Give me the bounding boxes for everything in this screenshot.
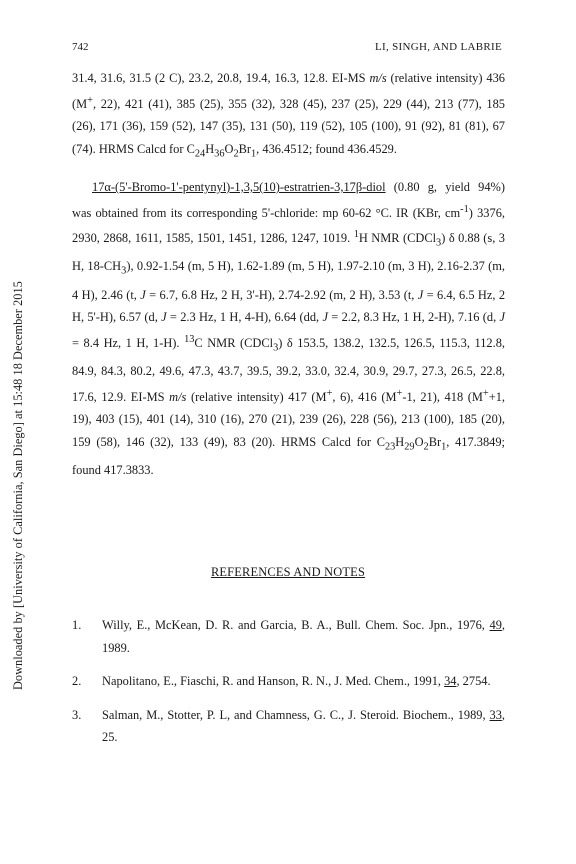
reference-volume: 49 [489, 618, 502, 632]
compound-name: 17α-(5'-Bromo-1'-pentynyl)-1,3,5(10)-estratrien-3,17β-diol [92, 179, 386, 194]
reference-number: 3. [72, 707, 82, 722]
reference-item: 1. Willy, E., McKean, D. R. and Garcia, B. A., Bull. Chem. Soc. Jpn., 1976, 49, 1989. [72, 614, 505, 659]
reference-volume: 34 [444, 674, 457, 689]
compound-paragraph: 17α-(5'-Bromo-1'-pentynyl)-1,3,5(10)-estratrien-3,17β-diol (0.80 g, yield 94%) was obtained from its corresponding 5'-chloride: mp 60-62 °C. IR (KBr, $cm^{-1}$) 3376, 2930, 2868, 1611, 1585, 1501, 1451, 1286, 1247, 1019. $^1$H NMR (CDCl$_3$) δ 0.88 (s, 3 H, $18-CH_3$), 0.92-1.54 (m, 5 H), 1.62-1.89 (m, 5 H), 1.97-2.10 (m, 3 H), 2.16-2.37 (m, 4 H), 2.46 (t, J = 6.7, 6.8 Hz, 2 H, 3'-H), 2.74-2.92 (m, 2 H), 3.53 (t, J = 6.4, 6.5 Hz, 2 H, 5'-H), 6.57 (d, J = 2.3 Hz, 1 H, 4-H), 6.64 (dd, J = 2.2, 8.3 Hz, 1 H, 2-H), 7.16 (d, J = 8.4 Hz, 1 H, 1-H). $^{13}$C NMR (CDCl$_3$) δ 153.5, 138.2, 132.5, 126.5, 115.3, 112.8, 84.9, 84.3, 80.2, 49.6, 47.3, 43.7, 39.5, 39.2, 33.0, 32.4, 30.9, 29.7, 27.3, 26.5, 22.8, 17.6, 12.9. EI-MS m/s (relative intensity) 417 (M+, 6), 416 (M+-1, 21), 418 (M++1, 19), 403 (15), 401 (14), 310 (16), 270 (21), 239 (26), 228 (56), 213 (100), 185 (20), 159 (58), 146 (32), 133 (49), 83 (20). HRMS Calcd for $C_{23}H_{29}O_2Br_1$, 417.3849; found 417.3833. [72, 179, 506, 477]
references-list [72, 614, 505, 760]
references-heading: REFERENCES AND NOTES [210, 565, 366, 579]
spectral-data-paragraph: 31.4, 31.6, 31.5 (2 C), 23.2, 20.8, 19.4, 16.3, 12.8. EI-MS m/s (relative intensity) 436 (M+, 22), 421 (41), 385 (25), 355 (32), 328 (45), 237 (25), 229 (44), 213 (77), 185 (26), 171 (36), 159 (52), 147 (35), 131 (50), 119 (52), 105 (100), 91 (92), 81 (81), 67 (74). HRMS Calcd for $C_{24}H_{36}O_2Br_1$, 436.4512; found 436.4529. [72, 71, 505, 160]
running-head: LI, SINGH, AND LABRIE [375, 41, 502, 53]
reference-item: 3. Salman, M., Stotter, P. L, and Chamness, G. C., J. Steroid. Biochem., 1989, 33, 25. [72, 704, 505, 749]
reference-volume: 33 [489, 707, 502, 722]
article-body [72, 67, 505, 481]
reference-number: 1. [72, 618, 82, 632]
download-note-text: Downloaded by [University of California, San Diego] at 15:48 18 December 2015 [11, 281, 25, 690]
reference-number: 2. [72, 674, 82, 689]
download-watermark [11, 190, 25, 690]
page-number: 742 [72, 41, 89, 53]
reference-item: 2. Napolitano, E., Fiaschi, R. and Hanson, R. N., J. Med. Chem., 1991, 34, 2754. [72, 670, 505, 693]
